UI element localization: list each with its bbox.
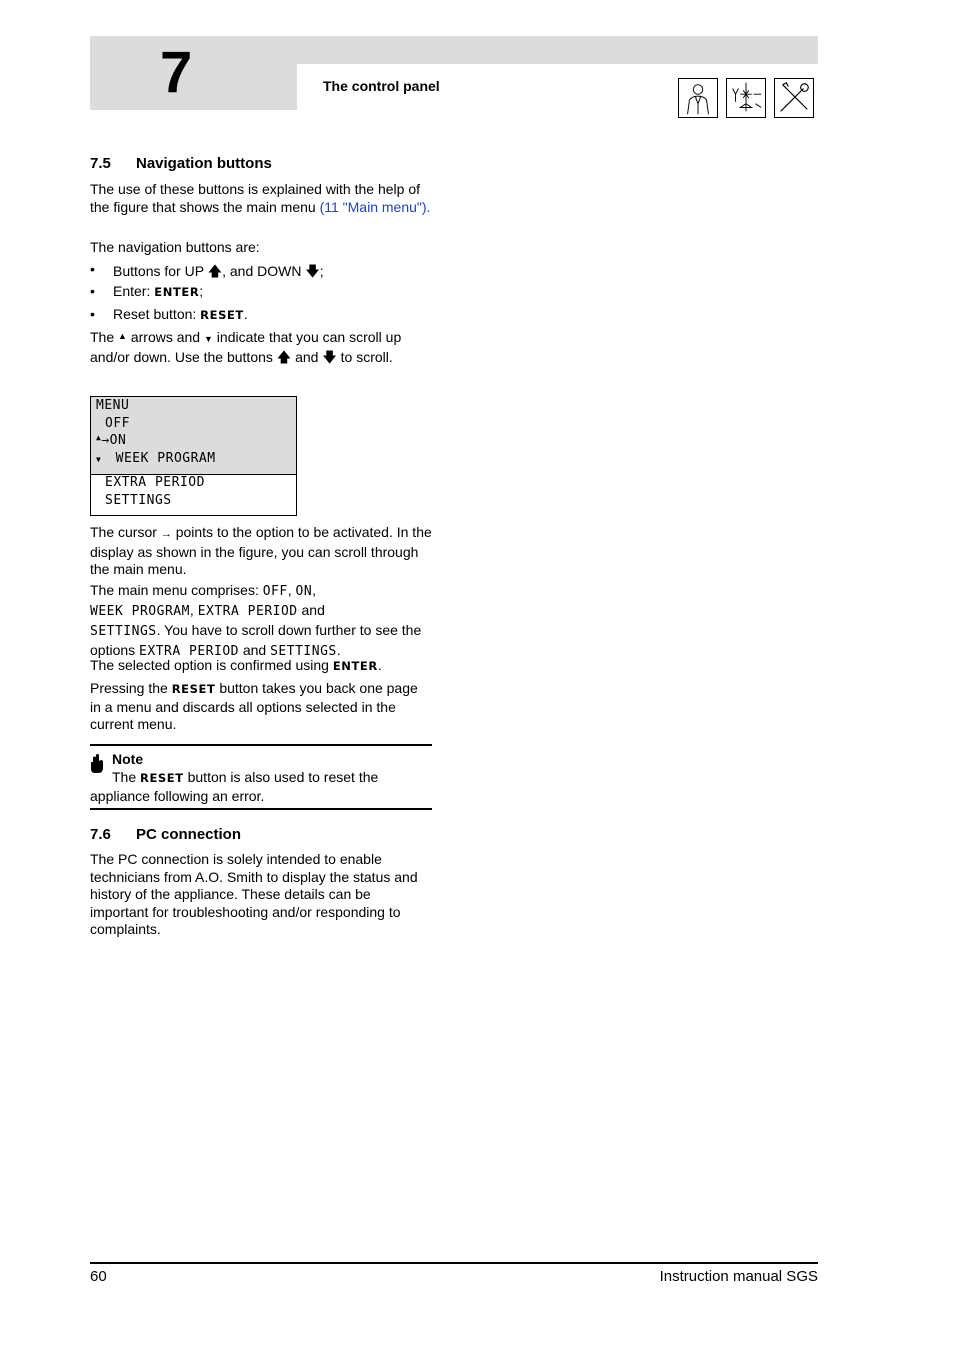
- enter-key-label: ENTER: [154, 285, 200, 299]
- reset-key-label: RESET: [140, 771, 184, 785]
- display-line-menu: MENU: [96, 398, 130, 413]
- main-menu-link[interactable]: (11 "Main menu").: [319, 198, 431, 215]
- footer-rule: [90, 1262, 818, 1264]
- user-icon: [678, 78, 718, 118]
- confirm-paragraph: The selected option is confirmed using ENTER.: [90, 657, 382, 673]
- note-top-rule: [90, 744, 432, 746]
- chapter-title: The control panel: [323, 78, 440, 94]
- note-title: Note: [112, 751, 144, 767]
- arrow-up-icon: 🡅: [207, 263, 223, 279]
- enter-key-label: ENTER: [332, 659, 378, 673]
- chapter-number: 7: [160, 40, 193, 105]
- installer-symbols-icon: [726, 78, 766, 118]
- note-text: The RESET button is also used to reset the appliance following an error.: [90, 769, 379, 804]
- service-tools-icon: [774, 78, 814, 118]
- display-line-on: ▲→ON: [96, 433, 127, 448]
- intro-paragraph: The use of these buttons is explained with the help of the figure that shows the main menu (11 "Main menu").: [90, 181, 431, 215]
- arrow-up-icon: 🡅: [276, 348, 292, 365]
- cursor-paragraph: The cursor → points to the option to be activated. In the display as shown in the figure, you can scroll through the main menu.: [90, 524, 432, 577]
- display-line-extra-period: EXTRA PERIOD: [105, 475, 205, 490]
- reset-key-label: RESET: [200, 308, 244, 322]
- scroll-down-indicator-icon: ▼: [203, 334, 213, 344]
- pc-connection-paragraph: The PC connection is solely intended to enable technicians from A.O. Smith to display the status and history of the appliance. These details can be important for troubleshooting and/or responding to complaints.: [90, 851, 418, 937]
- scroll-up-indicator-icon: ▲: [118, 331, 127, 341]
- chapter-number-box: [90, 36, 297, 110]
- display-line-week-program: ▼ WEEK PROGRAM: [96, 451, 216, 466]
- scroll-up-indicator-icon: ▲: [96, 433, 102, 442]
- page-number: 60: [90, 1268, 107, 1285]
- cursor-arrow-icon: →: [160, 528, 172, 540]
- scroll-down-indicator-icon: ▼: [96, 455, 102, 464]
- cursor-arrow-icon: →: [101, 433, 110, 448]
- reset-key-label: RESET: [171, 682, 216, 696]
- comprises-paragraph: The main menu comprises: OFF, ON, WEEK PROGRAM, EXTRA PERIOD and SETTINGS. You have to scroll down further to see the options EXTRA PERIOD and SETTINGS.: [90, 582, 422, 659]
- nav-intro: The navigation buttons are:: [90, 239, 260, 255]
- section-heading-7-5: 7.5 Navigation buttons: [90, 155, 272, 172]
- section-heading-7-6: 7.6 PC connection: [90, 826, 242, 843]
- arrows-paragraph: The ▲ arrows and ▼ indicate that you can scroll up and/or down. Use the buttons 🡅 and 🡇 to scroll.: [90, 329, 402, 365]
- bullet-list: • Buttons for UP 🡅, and DOWN 🡇; • Enter: ENTER; • Reset button: RESET.: [90, 261, 324, 322]
- reset-paragraph: Pressing the RESET button takes you back one page in a menu and discards all options selected in the current menu.: [90, 680, 418, 732]
- arrow-down-icon: 🡇: [322, 348, 337, 365]
- note-bottom-rule: [90, 808, 432, 810]
- menu-display-figure: [90, 396, 297, 516]
- display-line-settings: SETTINGS: [105, 493, 172, 508]
- display-line-off: OFF: [105, 416, 130, 431]
- arrow-down-icon: 🡇: [305, 263, 320, 279]
- manual-title: Instruction manual SGS: [659, 1268, 818, 1285]
